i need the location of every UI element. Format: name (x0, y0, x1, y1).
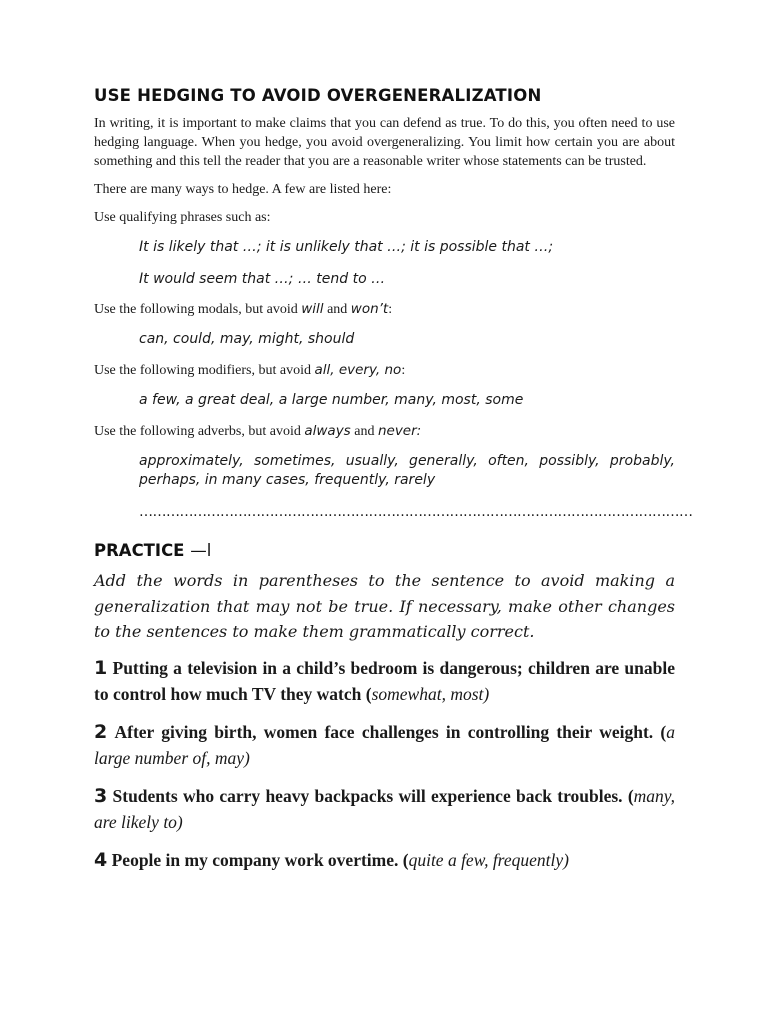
adverbs-avoid-never: never: (377, 423, 422, 439)
modals-avoid-wont: won’t (350, 301, 389, 317)
adverbs-avoid-always: always (304, 423, 351, 439)
adverbs-dots: …………………………………………………………………………………………………………… (139, 504, 693, 520)
item-sentence: After giving birth, women face challenges in controlling their weight. ( (114, 721, 667, 742)
item-hint: a large number of, may) (94, 721, 675, 768)
item-hint: somewhat, most) (371, 683, 490, 704)
item-number: 3 (94, 784, 108, 807)
qualifying-example-1: It is likely that …; it is unlikely that …; it is possible that …; (139, 239, 554, 255)
practice-item (94, 655, 675, 707)
item-number: 4 (94, 848, 108, 871)
item-sentence: Putting a television in a child’s bedroom is dangerous; children are unable to control how much TV they watch ( (94, 657, 675, 704)
modals-examples: can, could, may, might, should (139, 331, 355, 347)
modifiers-lead-text: Use the following modifiers, but avoid (94, 363, 315, 378)
modals-colon: : (388, 302, 393, 317)
page-title: USE HEDGING TO AVOID OVERGENERALIZATION (94, 86, 542, 105)
modals-avoid-will: will (301, 301, 324, 317)
practice-item (94, 719, 675, 771)
ways-intro: There are many ways to hedge. A few are listed here: (94, 182, 392, 197)
modifiers-examples: a few, a great deal, a large number, many, most, some (139, 392, 524, 408)
modals-and: and (323, 302, 351, 317)
practice-item (94, 847, 675, 873)
item-sentence: People in my company work overtime. ( (111, 849, 409, 870)
modifiers-lead (94, 361, 675, 380)
practice-item (94, 783, 675, 835)
practice-heading-text: PRACTICE (94, 541, 185, 560)
modifiers-avoid: all, every, no (314, 362, 402, 378)
intro-paragraph: In writing, it is important to make claims that you can defend as true. To do this, you often need to use hedging language. When you hedge, you avoid overgeneralizing. You limit how certain you are about something and this tell the reader that you are a reasonable writer whose statements can be trusted. (94, 116, 675, 169)
qualifying-lead: Use qualifying phrases such as: (94, 210, 271, 225)
item-number: 1 (94, 656, 108, 679)
modals-lead (94, 300, 675, 319)
practice-instructions: Add the words in parentheses to the sentence to avoid making a generalization that may not be true. If necessary, make other changes to the sentences to make them grammatically correct. (94, 571, 675, 641)
item-hint: many, are likely to) (94, 785, 675, 832)
modifiers-colon: : (401, 363, 406, 378)
practice-heading (94, 541, 675, 560)
adverbs-examples: approximately, sometimes, usually, generally, often, possibly, probably, perhaps, in many cases, frequently, rarely (139, 453, 675, 488)
item-hint: quite a few, frequently) (408, 849, 569, 870)
adverbs-lead-text: Use the following adverbs, but avoid (94, 424, 305, 439)
adverbs-and: and (350, 424, 378, 439)
item-sentence: Students who carry heavy backpacks will experience back troubles. ( (112, 785, 634, 806)
document-page (94, 86, 693, 873)
modals-lead-text: Use the following modals, but avoid (94, 302, 302, 317)
adverbs-lead (94, 422, 675, 441)
practice-mark: —l (190, 541, 212, 560)
qualifying-example-2: It would seem that …; … tend to … (139, 271, 386, 287)
item-number: 2 (94, 720, 108, 743)
